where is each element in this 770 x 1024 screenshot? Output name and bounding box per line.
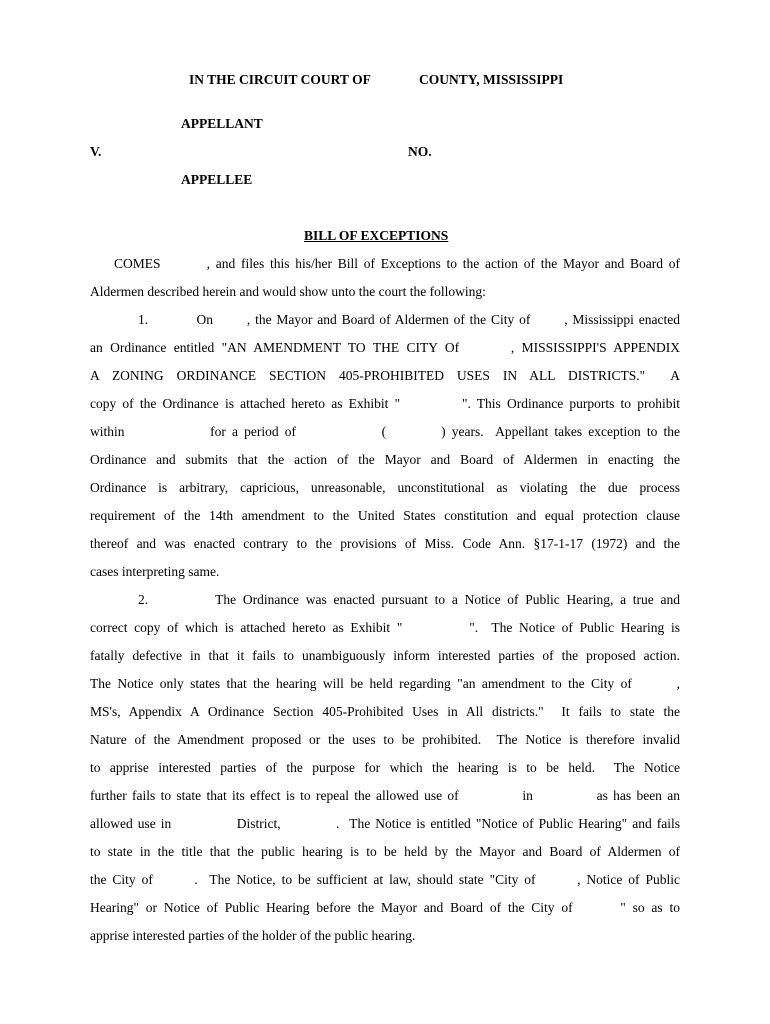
appellant-label: APPELLANT [181, 116, 263, 131]
body-line: Ordinance and submits that the action of the Mayor and Board of Aldermen in enacting the [90, 452, 680, 467]
body-line: apprise interested parties of the holder of the public hearing. [90, 928, 416, 943]
body-line: thereof and was enacted contrary to the provisions of Miss. Code Ann. §17-1-17 (1972) and the [90, 536, 680, 551]
body-line: to apprise interested parties of the purpose for which the hearing is to be held. The Notice [90, 760, 680, 775]
body-line: copy of the Ordinance is attached hereto as Exhibit " ". This Ordinance purports to prohibit [90, 396, 680, 411]
body-line: an Ordinance entitled "AN AMENDMENT TO THE CITY Of , MISSISSIPPI'S APPENDIX [90, 340, 680, 355]
appellee-label: APPELLEE [181, 172, 253, 187]
court-heading-left: IN THE CIRCUIT COURT OF [189, 72, 371, 87]
body-line: Aldermen described herein and would show unto the court the following: [90, 284, 486, 299]
document-title: BILL OF EXCEPTIONS [304, 228, 449, 243]
body-line: the City of . The Notice, to be sufficient at law, should state "City of , Notice of Public [90, 872, 680, 887]
body-line: The Notice only states that the hearing will be held regarding "an amendment to the City of , [90, 676, 680, 691]
body-line: requirement of the 14th amendment to the United States constitution and equal protection clause [90, 508, 680, 523]
body-line: MS's, Appendix A Ordinance Section 405-Prohibited Uses in All districts." It fails to state the [90, 704, 680, 719]
body-line: further fails to state that its effect is to repeal the allowed use of in as has been an [90, 788, 680, 803]
versus-label: V. [90, 144, 102, 159]
body-line: cases interpreting same. [90, 564, 220, 579]
court-heading-right: COUNTY, MISSISSIPPI [419, 72, 564, 87]
body-line: within for a period of ( ) years. Appellant takes exception to the [90, 424, 680, 439]
body-line: A ZONING ORDINANCE SECTION 405-PROHIBITED USES IN ALL DISTRICTS." A [90, 368, 680, 383]
body-line: COMES , and files this his/her Bill of Exceptions to the action of the Mayor and Board of [114, 256, 680, 271]
body-line: Ordinance is arbitrary, capricious, unreasonable, unconstitutional as violating the due process [90, 480, 680, 495]
case-number-label: NO. [408, 144, 432, 159]
body-line: Nature of the Amendment proposed or the uses to be prohibited. The Notice is therefore invalid [90, 732, 680, 747]
body-line: 2. The Ordinance was enacted pursuant to a Notice of Public Hearing, a true and [138, 592, 680, 607]
body-line: correct copy of which is attached hereto as Exhibit " ". The Notice of Public Hearing is [90, 620, 680, 635]
body-line: 1. On , the Mayor and Board of Aldermen of the City of , Mississippi enacted [138, 312, 680, 327]
body-line: Hearing" or Notice of Public Hearing before the Mayor and Board of the City of " so as to [90, 900, 680, 915]
body-line: fatally defective in that it fails to unambiguously inform interested parties of the proposed action. [90, 648, 680, 663]
body-line: to state in the title that the public hearing is to be held by the Mayor and Board of Aldermen of [90, 844, 680, 859]
body-line: allowed use in District, . The Notice is entitled "Notice of Public Hearing" and fails [90, 816, 680, 831]
